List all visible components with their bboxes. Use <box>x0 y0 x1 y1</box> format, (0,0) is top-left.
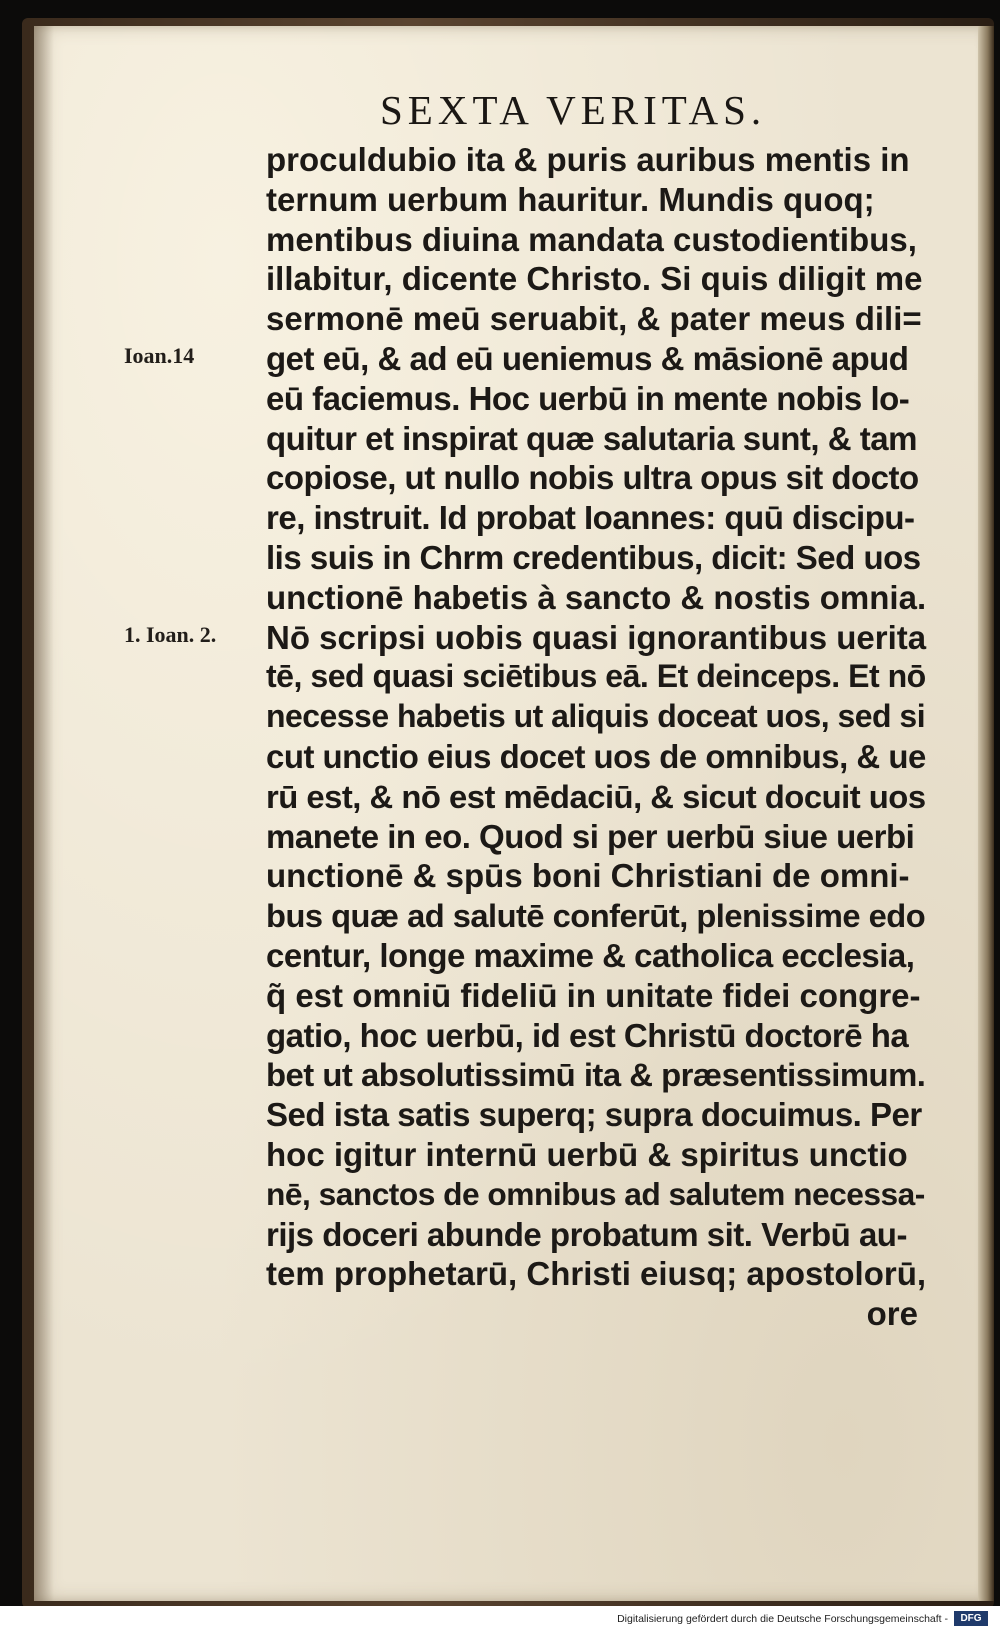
text-line: re, instruit. Id probat Ioannes: quū discipu- <box>266 499 915 537</box>
page-gutter-shadow <box>34 26 54 1601</box>
text-line: gatio, hoc uerbū, id est Christū doctorē ha <box>266 1016 909 1054</box>
text-line: rū est, & nō est mēdaciū, & sicut docuit uos <box>266 777 926 815</box>
text-line: q̃ est omniū fideliū in unitate fidei congre- <box>266 976 921 1014</box>
text-line: necesse habetis ut aliquis doceat uos, sed si <box>266 698 926 735</box>
text-line: unctionē & spūs boni Christiani de omni- <box>266 857 910 895</box>
text-line: Nō scripsi uobis quasi ignorantibus uerita <box>266 618 927 656</box>
funding-credit: Digitalisierung gefördert durch die Deutsche Forschungsgemeinschaft - <box>617 1613 948 1625</box>
catchword: ore <box>866 1295 918 1333</box>
text-line: bet ut absolutissimū ita & præsentissimum. <box>266 1056 926 1094</box>
text-line: manete in eo. Quod si per uerbū siue uerbi <box>266 817 915 855</box>
text-line: cut unctio eius docet uos de omnibus, & ue <box>266 737 926 775</box>
text-line: copiose, ut nullo nobis ultra opus sit docto <box>266 459 919 497</box>
text-line: tem prophetarū, Christi eiusq; apostolorū, <box>266 1255 927 1293</box>
text-line: unctionē habetis à sancto & nostis omnia. <box>266 578 927 616</box>
text-line: quitur et inspirat quæ salutaria sunt, & tam <box>266 419 917 457</box>
text-line: bus quæ ad salutē conferūt, plenissime edo <box>266 897 926 935</box>
text-line: illabitur, dicente Christo. Si quis diligit me <box>266 260 923 298</box>
text-line: proculdubio ita & puris auribus mentis in <box>266 141 910 178</box>
running-head: SEXTA VERITAS. <box>380 87 767 133</box>
text-line: Sed ista satis superq; supra docuimus. Per <box>266 1096 922 1134</box>
text-line: eū faciemus. Hoc uerbū in mente nobis lo- <box>266 379 910 417</box>
margin-note-1-ioan-2: 1. Ioan. 2. <box>124 622 217 647</box>
page-right-edge <box>978 26 994 1601</box>
text-line: centur, longe maxime & catholica ecclesia, <box>266 936 915 974</box>
text-line: nē, sanctos de omnibus ad salutem necessa- <box>266 1175 925 1212</box>
text-line: get eū, & ad eū ueniemus & māsionē apud <box>266 339 909 377</box>
text-line: tē, sed quasi sciētibus eā. Et deinceps. Et nō <box>266 658 926 695</box>
text-line: lis suis in Chrm credentibus, dicit: Sed uos <box>266 538 921 576</box>
text-line: sermonē meū seruabit, & pater meus dili= <box>266 300 922 338</box>
text-line: mentibus diuina mandata custodientibus, <box>266 220 917 258</box>
margin-note-ioan-14: Ioan.14 <box>124 343 195 368</box>
text-line: ternum uerbum hauritur. Mundis quoq; <box>266 180 875 218</box>
body-text <box>266 140 926 1334</box>
text-line: rijs doceri abunde probatum sit. Verbū au- <box>266 1215 907 1253</box>
text-line: hoc igitur internū uerbū & spiritus unctio <box>266 1135 908 1173</box>
dfg-logo: DFG <box>954 1611 988 1626</box>
